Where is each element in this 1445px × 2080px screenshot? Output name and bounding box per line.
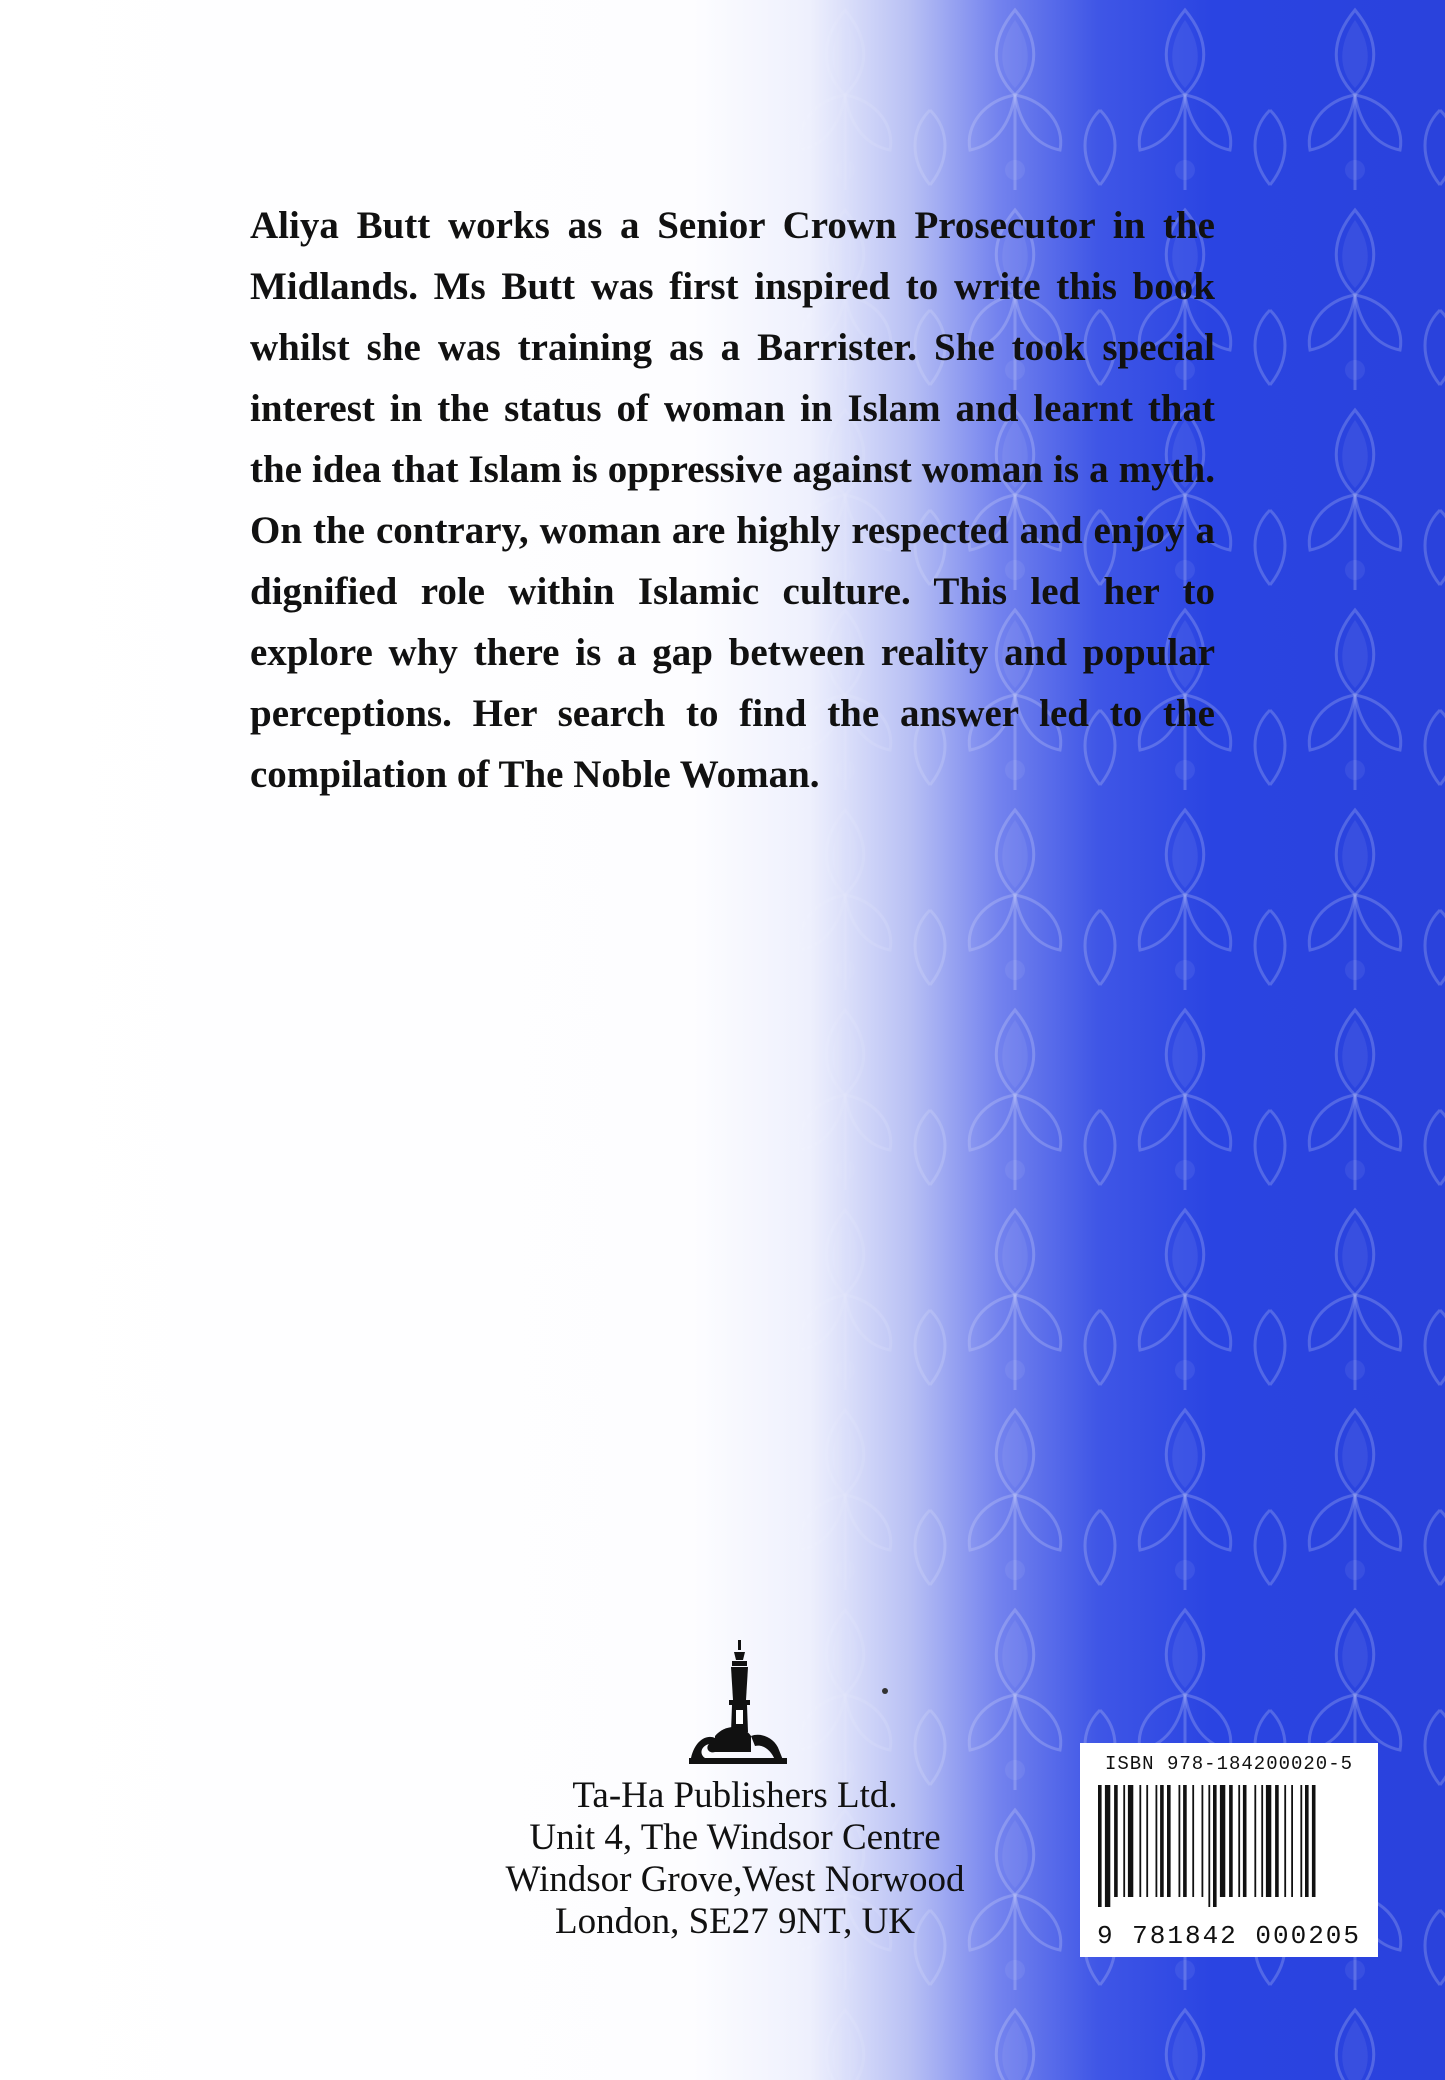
publisher-address bbox=[470, 1775, 1000, 1943]
barcode-bar bbox=[1128, 1785, 1133, 1897]
barcode-bar bbox=[1114, 1785, 1118, 1897]
barcode-bar bbox=[1305, 1785, 1309, 1897]
barcode-bar bbox=[1179, 1785, 1181, 1897]
minaret-calligraphy-logo-icon bbox=[685, 1640, 795, 1770]
barcode-bar bbox=[1312, 1785, 1316, 1897]
barcode-bar bbox=[1183, 1785, 1187, 1897]
barcode-bar bbox=[1284, 1785, 1286, 1897]
publisher-name: Ta-Ha Publishers Ltd. bbox=[572, 1775, 898, 1816]
barcode-bar bbox=[1098, 1785, 1102, 1907]
barcode-bar bbox=[1220, 1785, 1225, 1897]
print-speck bbox=[882, 1688, 888, 1694]
barcode-bar bbox=[1202, 1785, 1204, 1897]
barcode-bar bbox=[1266, 1785, 1271, 1897]
barcode-bar bbox=[1156, 1785, 1158, 1897]
barcode-bar bbox=[1243, 1785, 1247, 1897]
barcode-bars bbox=[1094, 1785, 1364, 1935]
barcode-bar bbox=[1160, 1785, 1164, 1897]
publisher-address-line-1: Unit 4, The Windsor Centre bbox=[529, 1817, 941, 1858]
barcode-bar bbox=[1146, 1785, 1148, 1897]
barcode-digits: 9 781842 000205 bbox=[1096, 1921, 1362, 1951]
barcode-bar bbox=[1275, 1785, 1279, 1897]
barcode-bar bbox=[1254, 1785, 1256, 1897]
barcode-bar bbox=[1192, 1785, 1194, 1897]
barcode-bar bbox=[1229, 1785, 1233, 1897]
publisher-address-line-3: London, SE27 9NT, UK bbox=[554, 1901, 916, 1942]
barcode-bar bbox=[1105, 1785, 1110, 1907]
isbn-label: ISBN 978-184200020-5 bbox=[1104, 1753, 1354, 1775]
barcode-bar bbox=[1261, 1785, 1263, 1897]
barcode-bar bbox=[1213, 1785, 1217, 1907]
barcode-bar bbox=[1300, 1785, 1302, 1897]
barcode-bar bbox=[1238, 1785, 1240, 1897]
author-blurb: Aliya Butt works as a Senior Crown Prosecutor in the Midlands. Ms Butt was first inspired to write this book whilst she was training as a Barrister. She took special interest in the status of woman in Islam and learnt that the idea that Islam is oppressive against woman is a myth. On the contrary, woman are highly respected and enjoy a dignified role within Islamic culture. This led her to explore why there is a gap between reality and popular perceptions. Her search to find the answer led to the compilation of The Noble Woman. bbox=[250, 204, 1215, 796]
isbn-barcode bbox=[1080, 1743, 1378, 1957]
barcode-bar bbox=[1123, 1785, 1125, 1897]
barcode-bar bbox=[1208, 1785, 1210, 1907]
barcode-bar bbox=[1167, 1785, 1171, 1897]
barcode-bar bbox=[1291, 1785, 1293, 1897]
publisher-address-line-2: Windsor Grove,West Norwood bbox=[505, 1859, 965, 1900]
barcode-bar bbox=[1139, 1785, 1141, 1897]
